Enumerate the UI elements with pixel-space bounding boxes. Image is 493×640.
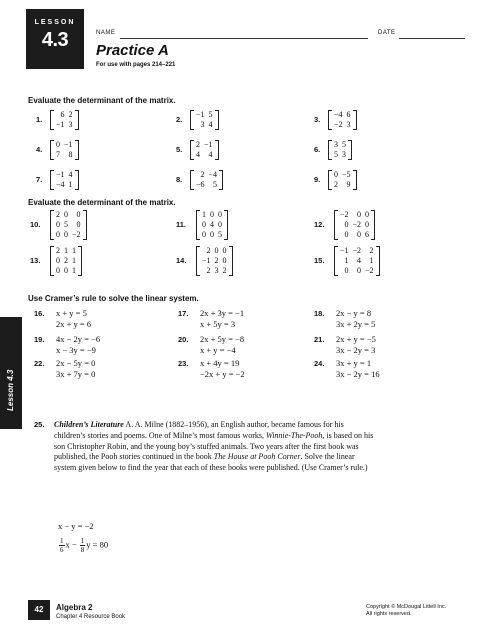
- matrix-cell: −2: [365, 266, 374, 275]
- matrix-cell: 0: [214, 246, 219, 255]
- equation: 2x + 5y = −8: [200, 334, 245, 344]
- matrix-cell: 5: [208, 110, 213, 119]
- matrix-cell: 2: [68, 110, 73, 119]
- linear-system: [314, 358, 380, 380]
- matrix-cell: 1: [344, 256, 349, 265]
- problem-number: 6.: [314, 145, 321, 154]
- copyright-line-1: Copyright © McDougal Littell Inc.: [366, 604, 447, 610]
- matrix-cell: −2: [334, 120, 343, 129]
- book-title-1: Winnie-The-Pooh: [265, 430, 323, 440]
- problem-25-text: [54, 420, 374, 474]
- matrix-cell: 0: [218, 220, 222, 229]
- copyright-line-2: All rights reserved.: [366, 611, 412, 617]
- name-label: NAME: [96, 30, 116, 36]
- matrix-cell: 0: [344, 266, 349, 275]
- matrix: [190, 170, 223, 190]
- matrix-cell: 2: [206, 266, 211, 275]
- side-lesson-tab: [0, 317, 22, 429]
- matrix-cell: 2: [334, 180, 338, 189]
- matrix-cell: −6: [196, 180, 205, 189]
- matrix-cell: 2: [64, 256, 68, 265]
- problem-25-text-after: . Solve the linear system given below to find the year that each of these books were published. (Use Cramer’s rule.): [54, 452, 368, 473]
- equation: 4x − 2y = −6: [56, 334, 101, 344]
- matrix: [50, 110, 79, 130]
- matrix: [50, 170, 79, 190]
- matrix-cell: 3: [346, 120, 351, 129]
- equation: −2x + y = −2: [200, 369, 245, 379]
- matrix-cell: 0: [56, 230, 60, 239]
- problem-25-eq2: [58, 537, 108, 554]
- matrix-cell: 0: [76, 210, 81, 219]
- problem-25-eq1: x − y = −2: [58, 521, 94, 531]
- problem-number: 1.: [36, 115, 43, 124]
- matrix-cell: 8: [68, 150, 73, 159]
- matrix-cell: −2: [352, 220, 362, 229]
- equation: 2x − y = 8: [336, 308, 372, 318]
- matrix-cell: 6: [346, 110, 351, 119]
- matrix-cell: 2: [206, 246, 211, 255]
- section3-heading: Use Cramer’s rule to solve the linear system.: [28, 294, 199, 303]
- matrix: [328, 140, 352, 160]
- matrix-cell: −4: [56, 180, 65, 189]
- matrix-cell: 0: [357, 266, 362, 275]
- matrix-cell: 0: [64, 210, 68, 219]
- problem-25-text-before: A. A. Milne (1882–1956), an English author, became famous for his children’s stories and poems. One of Milne’s most famous works,: [54, 420, 344, 440]
- name-date-row: [96, 30, 466, 42]
- problem-number: 4.: [36, 145, 43, 154]
- matrix-cell: 2: [222, 266, 227, 275]
- matrix-cell: 0: [64, 230, 68, 239]
- problem-25-topic: Children’s Literature: [54, 420, 124, 429]
- problem-25-system: [58, 521, 108, 554]
- matrix-cell: 6: [60, 110, 65, 119]
- matrix: [50, 210, 87, 240]
- matrix: [196, 246, 233, 276]
- problem-number: 21.: [314, 335, 325, 344]
- page-number: 42: [28, 600, 50, 620]
- equation: 2x + y = 6: [56, 319, 92, 329]
- matrix-cell: 1: [369, 256, 374, 265]
- matrix-cell: −2: [340, 210, 349, 219]
- matrix-cell: −1: [340, 246, 349, 255]
- matrix-cell: 0: [202, 230, 206, 239]
- matrix-cell: 5: [64, 220, 68, 229]
- matrix-cell: 4: [68, 170, 73, 179]
- linear-system: [314, 334, 376, 356]
- matrix-cell: 0: [344, 220, 349, 229]
- matrix-cell: −2: [72, 230, 81, 239]
- copyright: [366, 604, 446, 618]
- problem-25-number: 25.: [34, 420, 45, 429]
- matrix-cell: 0: [222, 246, 227, 255]
- matrix-cell: 3: [68, 120, 73, 129]
- problem-number: 15.: [314, 256, 325, 265]
- matrix-cell: 2: [56, 246, 60, 255]
- matrix-cell: 3: [342, 150, 346, 159]
- page-subtitle: For use with pages 214–221: [96, 62, 176, 68]
- book-title: Algebra 2: [56, 603, 93, 612]
- matrix-cell: 0: [357, 210, 362, 219]
- equation: 3x + 2y = 5: [336, 319, 376, 329]
- matrix-cell: 0: [56, 140, 60, 149]
- matrix-cell: 0: [365, 220, 370, 229]
- problem-number: 2.: [176, 115, 183, 124]
- matrix-cell: 5: [218, 230, 222, 239]
- matrix-cell: −1: [56, 120, 65, 129]
- matrix-cell: 0: [210, 230, 214, 239]
- matrix-cell: 0: [222, 256, 227, 265]
- matrix-cell: 4: [208, 120, 213, 129]
- problem-number: 3.: [314, 115, 321, 124]
- matrix-cell: 1: [72, 246, 76, 255]
- matrix: [334, 210, 375, 240]
- linear-system: [34, 334, 101, 356]
- problem-number: 12.: [314, 220, 325, 229]
- matrix-cell: 3: [334, 140, 338, 149]
- name-line: [120, 38, 368, 39]
- matrix-cell: 1: [64, 246, 68, 255]
- matrix-cell: −4: [208, 170, 218, 179]
- fraction-2-den: 8: [80, 546, 85, 554]
- matrix-cell: 9: [346, 180, 351, 189]
- matrix: [334, 246, 380, 276]
- section1-heading: Evaluate the determinant of the matrix.: [28, 96, 176, 105]
- linear-system: [34, 308, 92, 330]
- lesson-word: LESSON: [34, 19, 76, 26]
- problem-number: 16.: [34, 309, 45, 318]
- matrix: [328, 110, 357, 130]
- problem-number: 5.: [176, 145, 183, 154]
- problem-number: 19.: [34, 335, 45, 344]
- matrix-cell: 2: [56, 210, 60, 219]
- matrix-cell: 4: [208, 150, 213, 159]
- equation: x + 5y = 3: [200, 319, 236, 329]
- fraction-2-num: 1: [80, 537, 85, 545]
- eq2-x-term: x −: [65, 539, 77, 550]
- matrix-cell: −1: [196, 110, 205, 119]
- problem-number: 14.: [176, 256, 187, 265]
- matrix-cell: 3: [214, 266, 219, 275]
- matrix-cell: 2: [196, 140, 200, 149]
- matrix-cell: 4: [210, 220, 214, 229]
- matrix-cell: 4: [357, 256, 362, 265]
- linear-system: [314, 308, 376, 330]
- matrix-cell: 2: [200, 170, 205, 179]
- equation: 3x − 2y = 3: [336, 345, 376, 355]
- fraction-1-num: 1: [60, 537, 64, 545]
- matrix-cell: 2: [369, 246, 374, 255]
- date-line: [399, 38, 465, 39]
- matrix-cell: 5: [342, 140, 346, 149]
- problem-number: 23.: [178, 359, 189, 368]
- matrix: [196, 210, 228, 240]
- problem-number: 17.: [178, 309, 189, 318]
- equation: 3x + 7y = 0: [56, 369, 96, 379]
- equation: x + y = 5: [56, 308, 87, 318]
- equation: 3x − 2y = 16: [336, 369, 380, 379]
- matrix-cell: −5: [342, 170, 351, 179]
- fraction-2: [80, 537, 86, 554]
- linear-system: [178, 358, 245, 380]
- section2-heading: Evaluate the determinant of the matrix.: [28, 198, 176, 207]
- lesson-number: 4.3: [41, 29, 69, 51]
- matrix-cell: 3: [200, 120, 205, 129]
- matrix-cell: 0: [334, 170, 338, 179]
- matrix-cell: 0: [64, 266, 68, 275]
- matrix-cell: 7: [56, 150, 60, 159]
- date-label: DATE: [378, 30, 396, 36]
- page-title: Practice A: [96, 42, 169, 59]
- linear-system: [178, 334, 245, 356]
- matrix: [50, 246, 82, 276]
- matrix-cell: 0: [56, 256, 60, 265]
- matrix-cell: 0: [210, 210, 214, 219]
- problem-number: 11.: [176, 220, 187, 229]
- matrix-cell: −1: [202, 256, 211, 265]
- matrix-cell: 0: [56, 220, 60, 229]
- equation: 2x − 5y = 0: [56, 358, 96, 368]
- matrix-cell: 2: [214, 256, 219, 265]
- eq2-end: y = 80: [86, 539, 109, 550]
- matrix: [190, 110, 219, 130]
- matrix-cell: 6: [365, 230, 370, 239]
- equation: 2x + 3y = −1: [200, 308, 245, 318]
- problem-number: 8.: [176, 175, 183, 184]
- problem-25-text-mid: , is based on his son Christopher Robin, and the young boy’s stuffed animals. Two years after the first book was published, the Pooh stories continued in the book: [54, 430, 374, 462]
- equation: x + 4y = 19: [200, 358, 240, 368]
- matrix-cell: 0: [76, 220, 81, 229]
- matrix-cell: −4: [334, 110, 343, 119]
- problem-number: 7.: [36, 175, 43, 184]
- matrix-cell: 0: [218, 210, 222, 219]
- matrix-cell: −2: [352, 246, 362, 255]
- linear-system: [34, 358, 96, 380]
- problem-number: 18.: [314, 309, 325, 318]
- problem-number: 10.: [30, 220, 41, 229]
- problem-number: 13.: [30, 256, 41, 265]
- matrix-cell: −1: [56, 170, 65, 179]
- lesson-badge: [26, 9, 84, 69]
- matrix-cell: 1: [68, 180, 73, 189]
- problem-number: 24.: [314, 359, 325, 368]
- equation: x − 3y = −9: [56, 345, 96, 355]
- fraction-1-den: 6: [60, 546, 64, 554]
- matrix-cell: 5: [213, 180, 218, 189]
- matrix: [328, 170, 357, 190]
- matrix-cell: 5: [334, 150, 338, 159]
- problem-number: 9.: [314, 175, 321, 184]
- matrix-cell: 0: [344, 230, 349, 239]
- problem-25: [34, 420, 374, 474]
- matrix-cell: 4: [196, 150, 200, 159]
- matrix-cell: 0: [365, 210, 370, 219]
- side-lesson-label: Lesson 4.3: [6, 369, 15, 411]
- matrix-cell: 0: [56, 266, 60, 275]
- equation: 2x + y = −5: [336, 334, 376, 344]
- book-title-2: The House at Pooh Corner: [213, 452, 301, 462]
- matrix-cell: 1: [72, 256, 76, 265]
- fraction-1: [59, 537, 65, 554]
- matrix: [50, 140, 79, 160]
- matrix-cell: 1: [202, 210, 206, 219]
- problem-number: 22.: [34, 359, 45, 368]
- equation: x + y = −4: [200, 345, 236, 355]
- book-subtitle: Chapter 4 Resource Book: [56, 614, 126, 620]
- matrix-cell: 0: [202, 220, 206, 229]
- equation: 3x + y = 1: [336, 358, 372, 368]
- matrix-cell: 0: [357, 230, 362, 239]
- matrix-cell: 1: [72, 266, 76, 275]
- problem-number: 20.: [178, 335, 189, 344]
- matrix-cell: −1: [64, 140, 73, 149]
- matrix: [190, 140, 219, 160]
- linear-system: [178, 308, 245, 330]
- matrix-cell: −1: [204, 140, 213, 149]
